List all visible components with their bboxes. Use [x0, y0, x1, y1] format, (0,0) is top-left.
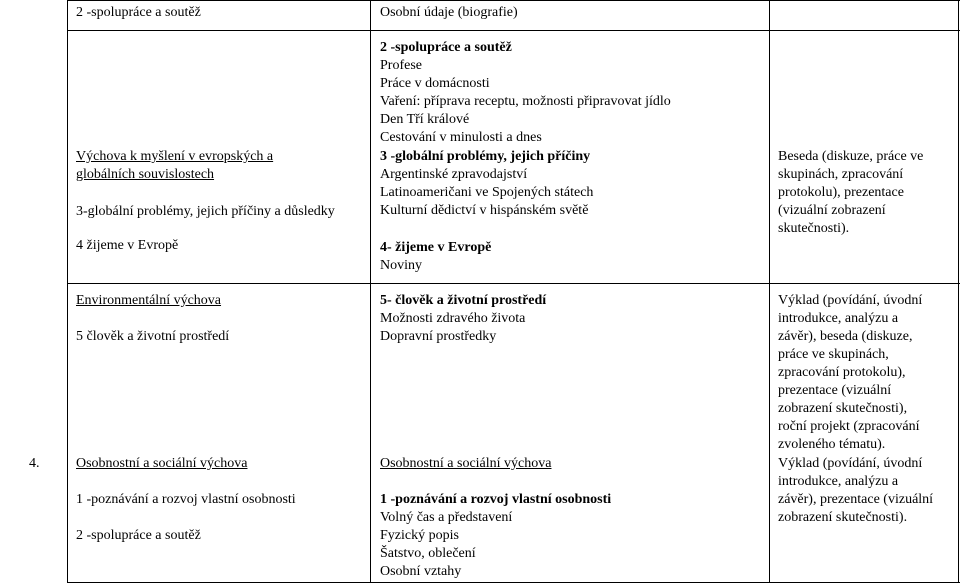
method-line: zvoleného tématu).	[778, 437, 886, 452]
content-line: Volný čas a představení	[380, 510, 513, 525]
method-line: Beseda (diskuze, práce ve	[778, 149, 924, 164]
method-line: skupinách, zpracování	[778, 167, 904, 182]
method-line: roční projekt (zpracování	[778, 419, 920, 434]
content-line: Dopravní prostředky	[380, 329, 497, 344]
section-heading-environmental: Environmentální výchova	[76, 293, 222, 308]
subtopic-heading: 2 -spolupráce a soutěž	[380, 40, 512, 55]
row1-left-text: 2 -spolupráce a soutěž	[76, 5, 201, 20]
section-heading-personal: Osobnostní a sociální výchova	[76, 456, 248, 471]
row-divider-2	[67, 283, 960, 284]
topic-item: 2 -spolupráce a soutěž	[76, 528, 201, 543]
content-line: Šatstvo, oblečení	[380, 546, 476, 561]
method-line: Výklad (povídání, úvodní	[778, 293, 923, 308]
table-border-top	[67, 0, 960, 1]
content-line: Argentinské zpravodajství	[380, 167, 528, 182]
row-divider-1	[67, 30, 960, 31]
method-line: závěr), prezentace (vizuální	[778, 492, 934, 507]
content-line: Možnosti zdravého života	[380, 311, 526, 326]
method-line: (vizuální zobrazení	[778, 203, 886, 218]
content-line: Profese	[380, 58, 422, 73]
table-border-right	[958, 0, 959, 583]
topic-item: 5 člověk a životní prostředí	[76, 329, 230, 344]
content-line: Latinoameričani ve Spojených státech	[380, 185, 594, 200]
section-heading-personal-middle: Osobnostní a sociální výchova	[380, 456, 552, 471]
column-divider-1	[370, 0, 371, 583]
method-line: závěr), beseda (diskuze,	[778, 329, 913, 344]
content-line: Cestování v minulosti a dnes	[380, 130, 542, 145]
content-line: Noviny	[380, 258, 422, 273]
section-heading-global: Výchova k myšlení v evropských a	[76, 149, 274, 164]
content-line: Práce v domácnosti	[380, 76, 490, 91]
content-line: Vaření: příprava receptu, možnosti připravovat jídlo	[380, 94, 671, 109]
content-line: Den Tří králové	[380, 112, 470, 127]
method-line: zobrazení skutečnosti),	[778, 401, 908, 416]
content-line: Kulturní dědictví v hispánském světě	[380, 203, 589, 218]
method-line: prezentace (vizuální	[778, 383, 892, 398]
content-line: Osobní vztahy	[380, 564, 462, 579]
subtopic-heading: 5- člověk a životní prostředí	[380, 293, 547, 308]
subtopic-heading: 1 -poznávání a rozvoj vlastní osobnosti	[380, 492, 612, 507]
section-heading-global-line2: globálních souvislostech	[76, 167, 215, 182]
column-divider-2	[769, 0, 770, 583]
method-line: introdukce, analýzu a	[778, 474, 899, 489]
row1-middle-text: Osobní údaje (biografie)	[380, 5, 518, 20]
method-line: introdukce, analýzu a	[778, 311, 899, 326]
topic-item: 3-globální problémy, jejich příčiny a důsledky	[76, 204, 335, 219]
content-line: Fyzický popis	[380, 528, 459, 543]
method-line: práce ve skupinách,	[778, 347, 889, 362]
topic-item: 1 -poznávání a rozvoj vlastní osobnosti	[76, 492, 296, 507]
method-line: Výklad (povídání, úvodní	[778, 456, 923, 471]
method-line: skutečnosti).	[778, 221, 850, 236]
topic-item: 4 žijeme v Evropě	[76, 238, 179, 253]
table-border-left	[67, 0, 68, 583]
method-line: protokolu), prezentace	[778, 185, 904, 200]
subtopic-heading: 4- žijeme v Evropě	[380, 240, 492, 255]
list-number: 4.	[29, 456, 40, 471]
method-line: zobrazení skutečnosti).	[778, 510, 908, 525]
method-line: zpracování protokolu),	[778, 365, 906, 380]
subtopic-heading: 3 -globální problémy, jejich příčiny	[380, 149, 591, 164]
